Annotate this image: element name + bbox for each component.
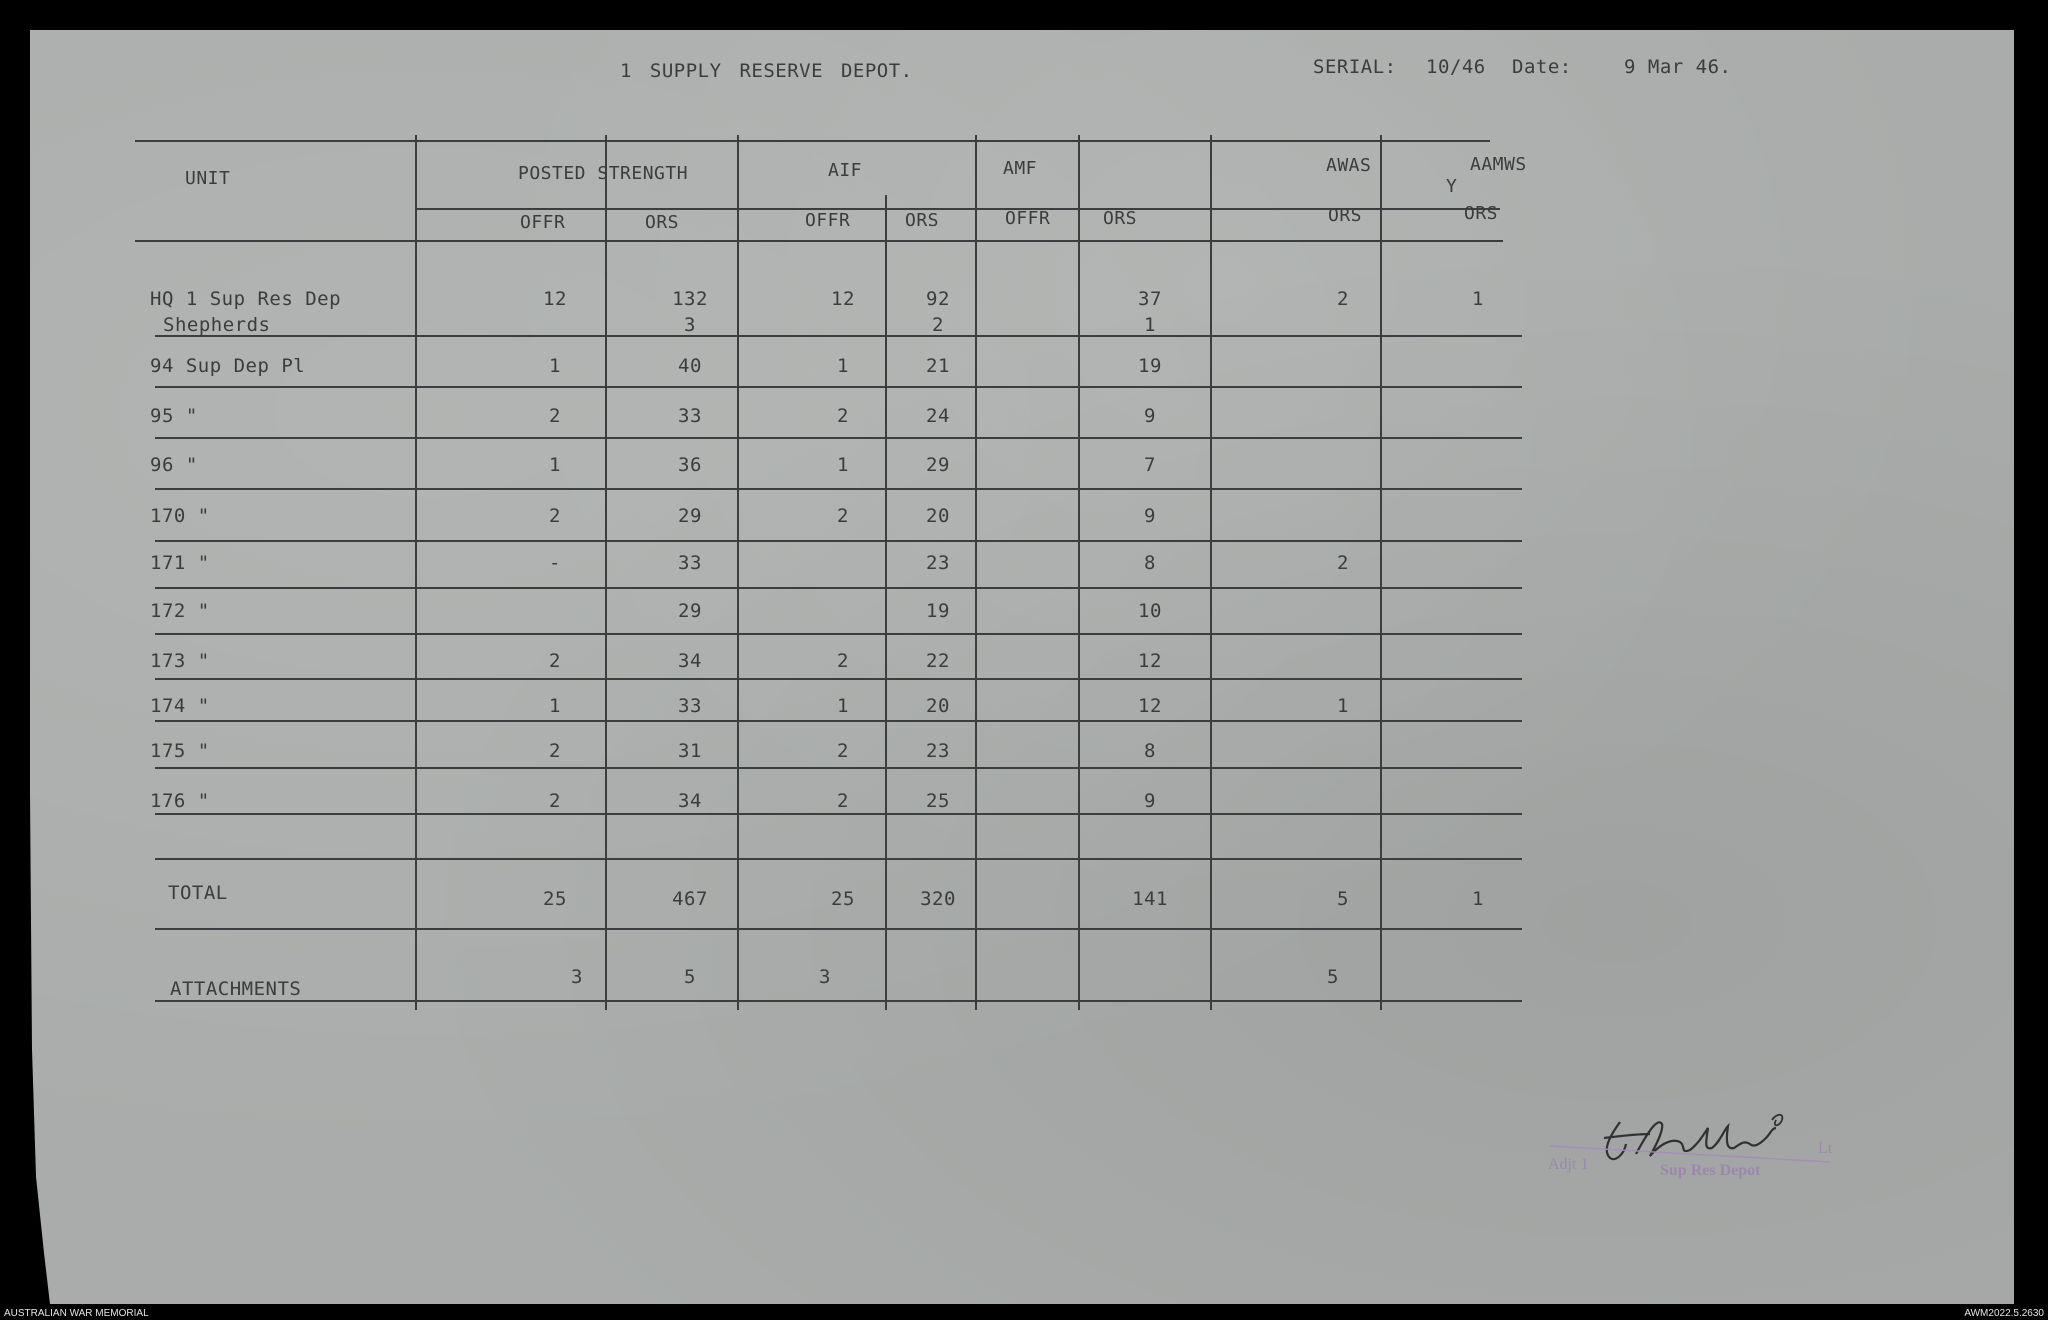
- table-rule-vertical: [1380, 135, 1382, 1010]
- total-cell: 5: [1337, 888, 1349, 910]
- table-cell: 2: [837, 405, 849, 427]
- table-cell: 8: [1144, 552, 1156, 574]
- table-rule-horizontal: [155, 488, 1522, 490]
- table-rule-vertical: [885, 195, 887, 1010]
- table-cell: 9: [1144, 405, 1156, 427]
- attachments-label: ATTACHMENTS: [170, 978, 302, 1000]
- table-rule-horizontal: [155, 1000, 1522, 1002]
- table-cell: 21: [926, 355, 950, 377]
- table-cell: 33: [678, 405, 702, 427]
- subheader-awas-ors: ORS: [1328, 205, 1363, 226]
- stamp-rank: Lt: [1818, 1140, 1833, 1157]
- subheader-aamws-ors: ORS: [1464, 203, 1499, 224]
- table-cell: 10: [1138, 600, 1162, 622]
- table-cell: 25: [926, 790, 950, 812]
- table-cell: 34: [678, 650, 702, 672]
- total-label: TOTAL: [168, 882, 228, 904]
- table-rule-horizontal: [155, 386, 1522, 388]
- table-cell: 22: [926, 650, 950, 672]
- unit-label: 175 ": [150, 740, 210, 762]
- table-cell: 1: [837, 454, 849, 476]
- header-aif: AIF: [828, 160, 863, 181]
- table-cell: 2: [549, 650, 561, 672]
- table-cell: 34: [678, 790, 702, 812]
- table-cell: 2: [1337, 552, 1349, 574]
- table-rule-vertical: [415, 135, 417, 1010]
- date-value: 9 Mar 46.: [1624, 56, 1732, 78]
- table-rule-horizontal: [155, 720, 1522, 722]
- table-cell: 1: [549, 355, 561, 377]
- table-rule-vertical: [1210, 135, 1212, 1010]
- stamp-right-label: Sup Res Depot: [1660, 1162, 1761, 1179]
- total-cell: 25: [831, 888, 855, 910]
- header-amf: AMF: [1003, 158, 1038, 179]
- subheader-amf-offr: OFFR: [1005, 208, 1051, 229]
- table-rule-vertical: [605, 135, 607, 1010]
- table-cell: 23: [926, 740, 950, 762]
- table-cell: -: [549, 552, 561, 574]
- table-cell: 29: [678, 600, 702, 622]
- table-cell: 2: [549, 790, 561, 812]
- total-cell: 467: [672, 888, 708, 910]
- table-cell: 1: [549, 454, 561, 476]
- table-cell: 2: [549, 505, 561, 527]
- total-cell: 320: [920, 888, 956, 910]
- table-rule-horizontal: [155, 858, 1522, 860]
- table-cell: 36: [678, 454, 702, 476]
- table-cell: 33: [678, 695, 702, 717]
- header-unit: UNIT: [185, 168, 231, 189]
- table-rule-vertical: [1078, 205, 1080, 1005]
- unit-label: 172 ": [150, 600, 210, 622]
- total-cell: 1: [1472, 888, 1484, 910]
- total-cell: 141: [1132, 888, 1168, 910]
- table-rule-horizontal: [155, 767, 1522, 769]
- header-posted-strength: POSTED STRENGTH: [518, 163, 689, 184]
- table-cell: 2: [1337, 288, 1349, 310]
- subheader-ps-offr: OFFR: [520, 212, 566, 233]
- table-cell: 2: [837, 505, 849, 527]
- unit-label: 96 ": [150, 454, 198, 476]
- table-cell: 92: [926, 288, 950, 310]
- attachments-cell: 5: [684, 966, 696, 988]
- table-cell: 31: [678, 740, 702, 762]
- table-cell: 20: [926, 505, 950, 527]
- table-rule-vertical: [975, 135, 977, 1010]
- table-rule-vertical: [737, 135, 739, 1010]
- table-cell: 2: [549, 405, 561, 427]
- table-cell: 2: [837, 740, 849, 762]
- table-cell: 9: [1144, 790, 1156, 812]
- total-cell: 25: [543, 888, 567, 910]
- table-cell: 19: [1138, 355, 1162, 377]
- footer-archive-name: AUSTRALIAN WAR MEMORIAL: [4, 1308, 149, 1319]
- date-label: Date:: [1512, 56, 1572, 78]
- table-rule-horizontal: [155, 678, 1522, 680]
- table-cell: 12: [831, 288, 855, 310]
- table-cell: 1: [837, 695, 849, 717]
- subheader-ps-ors: ORS: [645, 212, 680, 233]
- unit-label: 94 Sup Dep Pl: [150, 355, 306, 377]
- table-cell: 1: [1472, 288, 1484, 310]
- table-cell: 1: [1337, 695, 1349, 717]
- table-cell: 8: [1144, 740, 1156, 762]
- table-cell: 1: [549, 695, 561, 717]
- unit-label: Shepherds: [163, 314, 271, 336]
- table-cell: 19: [926, 600, 950, 622]
- serial-value: 10/46: [1426, 56, 1486, 78]
- footer-archive-id: AWM2022.5.2630: [1964, 1308, 2044, 1319]
- table-cell: 23: [926, 552, 950, 574]
- table-cell: 1: [1144, 314, 1156, 336]
- unit-label: 170 ": [150, 505, 210, 527]
- table-cell: 29: [678, 505, 702, 527]
- unit-label: HQ 1 Sup Res Dep: [150, 288, 342, 310]
- table-rule-horizontal: [155, 928, 1522, 930]
- table-cell: 9: [1144, 505, 1156, 527]
- table-cell: 132: [672, 288, 708, 310]
- table-cell: 2: [837, 790, 849, 812]
- header-awas: AWAS: [1326, 155, 1372, 176]
- table-cell: 24: [926, 405, 950, 427]
- document-title: 1 SUPPLY RESERVE DEPOT.: [620, 60, 913, 82]
- table-rule-horizontal: [155, 335, 1522, 337]
- table-rule-horizontal: [155, 437, 1522, 439]
- table-rule-horizontal: [135, 240, 1503, 242]
- table-cell: 7: [1144, 454, 1156, 476]
- subheader-amf-ors: ORS: [1103, 208, 1138, 229]
- table-cell: 40: [678, 355, 702, 377]
- table-cell: 12: [1138, 695, 1162, 717]
- table-rule-horizontal: [135, 140, 1490, 142]
- serial-label: SERIAL:: [1313, 56, 1397, 78]
- table-cell: 1: [837, 355, 849, 377]
- unit-label: 171 ": [150, 552, 210, 574]
- header-aamws: AAMWS: [1470, 154, 1527, 175]
- table-cell: 2: [549, 740, 561, 762]
- attachments-cell: 3: [571, 966, 583, 988]
- stamp-left-label: Adjt 1: [1548, 1156, 1589, 1173]
- table-cell: 3: [684, 314, 696, 336]
- unit-label: 176 ": [150, 790, 210, 812]
- unit-label: 174 ": [150, 695, 210, 717]
- attachments-cell: 5: [1327, 966, 1339, 988]
- table-rule-horizontal: [155, 813, 1522, 815]
- unit-label: 173 ": [150, 650, 210, 672]
- table-rule-horizontal: [155, 540, 1522, 542]
- table-cell: 2: [837, 650, 849, 672]
- table-cell: 20: [926, 695, 950, 717]
- table-cell: 37: [1138, 288, 1162, 310]
- table-rule-horizontal: [155, 633, 1522, 635]
- header-aamws-mark: Y: [1446, 176, 1458, 197]
- table-cell: 2: [932, 314, 944, 336]
- table-cell: 12: [543, 288, 567, 310]
- subheader-aif-ors: ORS: [905, 210, 940, 231]
- table-cell: 12: [1138, 650, 1162, 672]
- table-rule-horizontal: [155, 587, 1522, 589]
- attachments-cell: 3: [819, 966, 831, 988]
- table-cell: 33: [678, 552, 702, 574]
- subheader-aif-offr: OFFR: [805, 210, 851, 231]
- unit-label: 95 ": [150, 405, 198, 427]
- table-cell: 29: [926, 454, 950, 476]
